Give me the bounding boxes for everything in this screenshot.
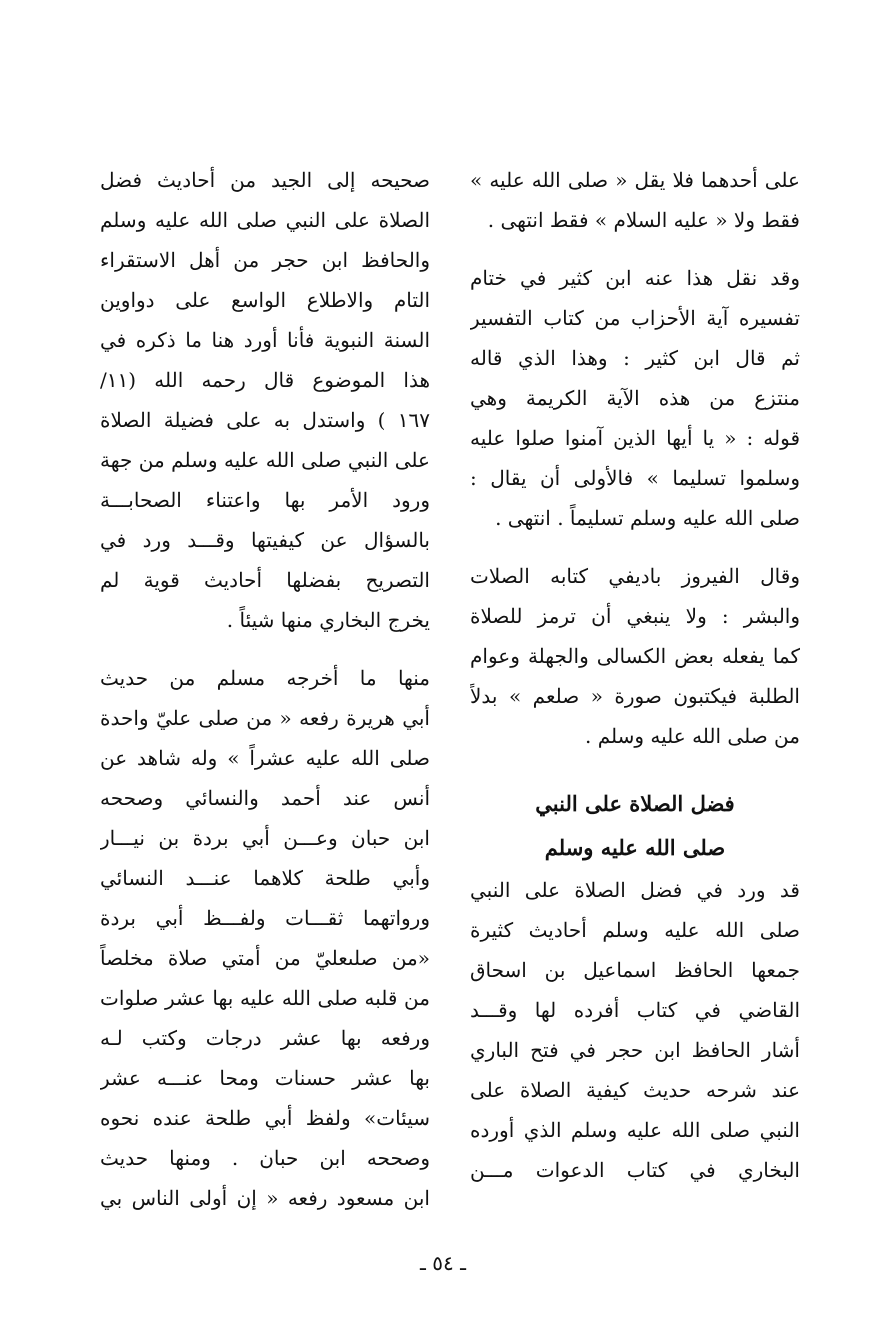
section-gap	[470, 756, 800, 782]
text-line: من قلبه صلى الله عليه بها عشر صلوات	[100, 986, 430, 1010]
text-line: أبي هريرة رفعه « من صلى عليّ واحدة	[100, 706, 430, 730]
left-column	[100, 160, 430, 1218]
paragraph-gap	[100, 640, 430, 658]
text-line: منها ما أخرجه مسلم من حديث	[100, 666, 430, 690]
text-line: التصريح بفضلها أحاديث قوية لم	[100, 568, 430, 592]
text-line: ابن مسعود رفعه « إن أولى الناس بي	[100, 1186, 430, 1210]
text-line: صحيحه إلى الجيد من أحاديث فضل	[100, 168, 430, 192]
text-line: والبشر : ولا ينبغي أن ترمز للصلاة	[470, 604, 800, 628]
text-line: قد ورد في فضل الصلاة على النبي	[470, 878, 800, 902]
right-column	[470, 160, 800, 1190]
text-line: يخرج البخاري منها شيئاً .	[226, 608, 430, 632]
text-line: منتزع من هذه الآية الكريمة وهي	[470, 386, 800, 410]
text-line: هذا الموضوع قال رحمه الله (١١/	[100, 368, 430, 392]
section-heading: صلى الله عليه وسلم	[544, 835, 726, 860]
text-line: ورود الأمر بها واعتناء الصحابـــة	[100, 488, 430, 512]
text-line: وقال الفيروز باديفي كتابه الصلات	[470, 564, 800, 588]
text-line: صلى الله عليه وسلم تسليماً . انتهى .	[495, 506, 800, 530]
text-line: عند شرحه حديث كيفية الصلاة على	[470, 1078, 800, 1102]
text-line: قوله : « يا أيها الذين آمنوا صلوا عليه	[470, 426, 800, 450]
text-line: وأبي طلحة كلاهما عنـــد النسائي	[100, 866, 430, 890]
text-line: جمعها الحافظ اسماعيل بن اسحاق	[470, 958, 800, 982]
text-line: صلى الله عليه وسلم أحاديث كثيرة	[470, 918, 800, 942]
text-line: وصححه ابن حبان . ومنها حديث	[100, 1146, 430, 1170]
text-line: على أحدهما فلا يقل « صلى الله عليه »	[470, 168, 800, 192]
text-line: تفسيره آية الأحزاب من كتاب التفسير	[470, 306, 800, 330]
page-number: ـ ٥٤ ـ	[420, 1251, 466, 1275]
text-line: وسلموا تسليما » فالأولى أن يقال :	[470, 466, 800, 490]
text-line: ابن حبان وعـــن أبي بردة بن نيـــار	[100, 826, 430, 850]
text-line: ورواتهما ثقـــات ولفـــظ أبي بردة	[100, 906, 430, 930]
text-line: الصلاة على النبي صلى الله عليه وسلم	[100, 208, 430, 232]
text-line: ١٦٧ ) واستدل به على فضيلة الصلاة	[100, 408, 430, 432]
text-line: سيئات» ولفظ أبي طلحة عنده نحوه	[100, 1106, 430, 1130]
text-line: أنس عند أحمد والنسائي وصححه	[100, 786, 430, 810]
text-line: النبي صلى الله عليه وسلم الذي أورده	[470, 1118, 800, 1142]
text-line: «من صلىعليّ من أمتي صلاة مخلصاً	[100, 946, 430, 970]
text-line: التام والاطلاع الواسع على دواوين	[100, 288, 430, 312]
text-line: ثم قال ابن كثير : وهذا الذي قاله	[470, 346, 800, 370]
text-line: على النبي صلى الله عليه وسلم من جهة	[100, 448, 430, 472]
text-line: ورفعه بها عشر درجات وكتب لـه	[100, 1026, 430, 1050]
text-line: من صلى الله عليه وسلم .	[584, 724, 800, 748]
text-line: صلى الله عليه عشراً » وله شاهد عن	[100, 746, 430, 770]
paragraph-gap	[470, 538, 800, 556]
text-line: الطلبة فيكتبون صورة « صلعم » بدلاً	[470, 684, 800, 708]
text-line: أشار الحافظ ابن حجر في فتح الباري	[470, 1038, 800, 1062]
text-line: كما يفعله بعض الكسالى والجهلة وعوام	[470, 644, 800, 668]
text-line: بالسؤال عن كيفيتها وقـــد ورد في	[100, 528, 430, 552]
text-line: السنة النبوية فأنا أورد هنا ما ذكره في	[100, 328, 430, 352]
section-heading: فضل الصلاة على النبي	[535, 791, 735, 816]
text-line: القاضي في كتاب أفرده لها وقـــد	[470, 998, 800, 1022]
text-line: البخاري في كتاب الدعوات مـــن	[470, 1158, 800, 1182]
text-line: فقط ولا « عليه السلام » فقط انتهى .	[487, 208, 800, 232]
text-line: وقد نقل هذا عنه ابن كثير في ختام	[470, 266, 800, 290]
text-line: والحافظ ابن حجر من أهل الاستقراء	[100, 248, 430, 272]
text-line: بها عشر حسنات ومحا عنـــه عشر	[100, 1066, 430, 1090]
paragraph-gap	[470, 240, 800, 258]
